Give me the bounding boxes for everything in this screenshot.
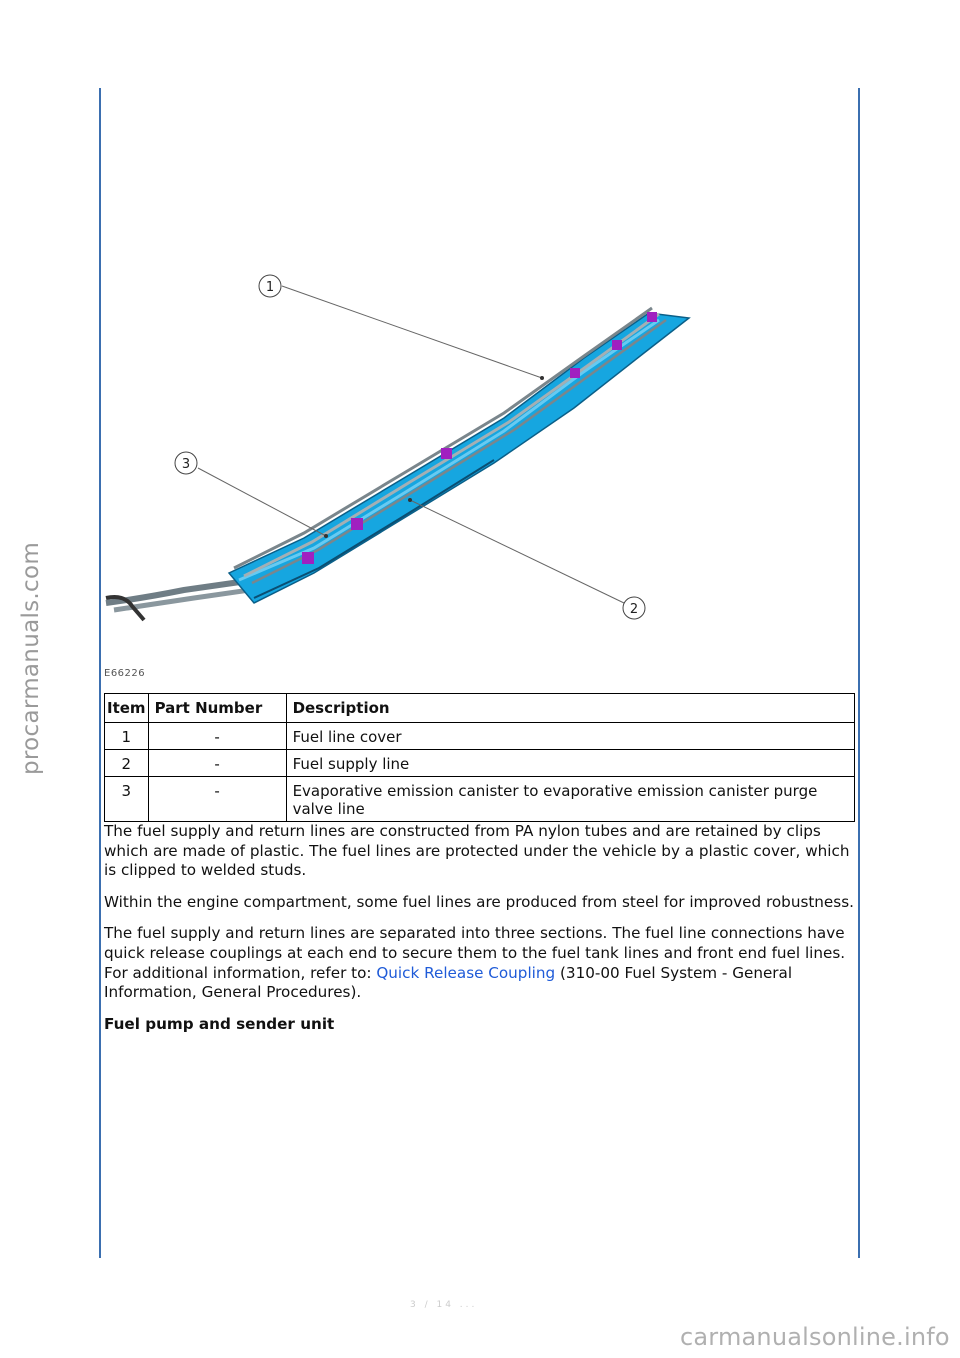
quick-release-coupling-link[interactable]: Quick Release Coupling bbox=[376, 963, 556, 982]
clip bbox=[302, 552, 314, 564]
row-item: 3 bbox=[105, 777, 149, 822]
clip bbox=[612, 340, 622, 350]
paragraph-sections: The fuel supply and return lines are separated into three sections. The fuel line connections have quick release couplings at each end to secure them to the fuel tank lines and front end fuel lines. bbox=[104, 924, 846, 962]
right-margin-rule bbox=[858, 88, 860, 1258]
reference-prefix: For additional information, refer to: bbox=[104, 963, 377, 982]
svg-text:2: 2 bbox=[629, 602, 639, 617]
svg-text:3: 3 bbox=[181, 457, 191, 472]
row-desc: Evaporative emission canister to evaporative emission canister purge valve line bbox=[286, 777, 854, 822]
paragraph-steel: Within the engine compartment, some fuel lines are produced from steel for improved robustness. bbox=[104, 892, 854, 911]
callout-2 bbox=[623, 597, 645, 619]
fuel-line-illustration bbox=[104, 268, 704, 638]
row-desc: Fuel line cover bbox=[286, 723, 854, 750]
row-item: 1 bbox=[105, 723, 149, 750]
row-desc: Fuel supply line bbox=[286, 750, 854, 777]
row-item: 2 bbox=[105, 750, 149, 777]
table-row bbox=[105, 777, 855, 822]
clip bbox=[647, 312, 657, 322]
section-heading: Fuel pump and sender unit bbox=[104, 1014, 335, 1033]
row-part: - bbox=[148, 777, 286, 822]
callout-3 bbox=[175, 452, 197, 474]
paragraph-reference bbox=[104, 964, 859, 1003]
footer-watermark: carmanualsonline.info bbox=[680, 1323, 950, 1351]
clip bbox=[570, 368, 580, 378]
svg-text:1: 1 bbox=[265, 280, 275, 295]
paragraph-construction: The fuel supply and return lines are constructed from PA nylon tubes and are retained by clips which are made of plastic. The fuel lines are protected under the vehicle by a plastic cover, which is clipped to welded studs. bbox=[104, 822, 850, 880]
col-item-header: Item bbox=[105, 694, 149, 723]
table-header-row bbox=[105, 694, 855, 723]
figure-code: E66226 bbox=[104, 668, 146, 679]
clip bbox=[441, 448, 452, 459]
reference-suffix: (310-00 Fuel System - General Information, General Procedures). bbox=[104, 963, 793, 1002]
side-watermark: procarmanuals.com bbox=[18, 541, 44, 775]
left-margin-rule bbox=[99, 88, 101, 1258]
parts-table bbox=[104, 693, 855, 822]
col-desc-header: Description bbox=[286, 694, 854, 723]
row-part: - bbox=[148, 723, 286, 750]
table-row bbox=[105, 723, 855, 750]
callout-1 bbox=[259, 275, 281, 297]
col-part-header: Part Number bbox=[148, 694, 286, 723]
table-row bbox=[105, 750, 855, 777]
body-text bbox=[104, 822, 859, 1046]
page-number: 3 / 14 ... bbox=[410, 1300, 478, 1310]
row-part: - bbox=[148, 750, 286, 777]
clip bbox=[351, 518, 363, 530]
